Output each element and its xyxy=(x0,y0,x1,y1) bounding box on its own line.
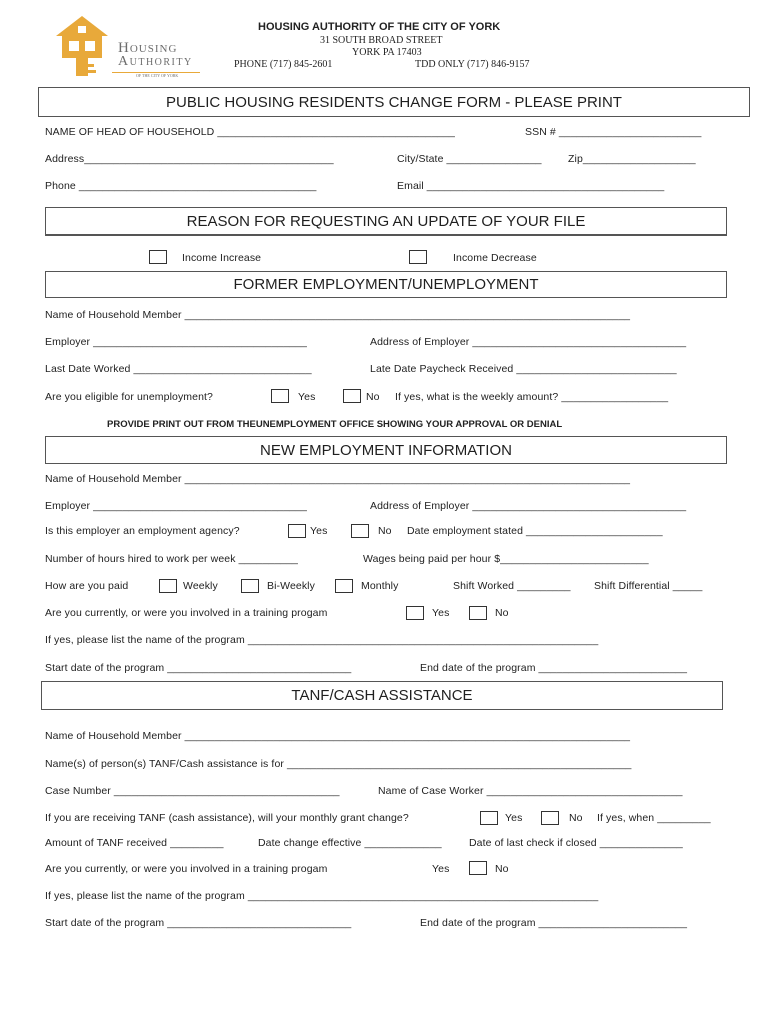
reason-section-box xyxy=(45,207,727,236)
grant-change-label: If you are receiving TANF (cash assistance), will your monthly grant change? xyxy=(45,812,409,824)
reason-title: REASON FOR REQUESTING AN UPDATE OF YOUR FILE xyxy=(186,213,586,230)
form-title: PUBLIC HOUSING RESIDENTS CHANGE FORM - PLEASE PRINT xyxy=(166,94,622,111)
last-paycheck-field[interactable]: Late Date Paycheck Received ___________________________ xyxy=(370,363,677,375)
former-employer-address-field[interactable]: Address of Employer ____________________________________ xyxy=(370,336,687,348)
ssn-field[interactable]: SSN # ________________________ xyxy=(525,126,702,138)
former-employment-title: FORMER EMPLOYMENT/UNEMPLOYMENT xyxy=(233,276,539,293)
training-yes-label: Yes xyxy=(432,607,450,619)
unemployment-no-label: No xyxy=(366,391,380,403)
last-check-field[interactable]: Date of last check if closed ______________ xyxy=(469,837,683,849)
hours-per-week-field[interactable]: Number of hours hired to work per week __________ xyxy=(45,553,298,565)
tanf-training-no-checkbox[interactable] xyxy=(469,861,487,875)
former-employer-field[interactable]: Employer ____________________________________ xyxy=(45,336,307,348)
housing-authority-logo xyxy=(50,14,205,82)
grant-yes-checkbox[interactable] xyxy=(480,811,498,825)
date-employment-stated-field[interactable]: Date employment stated _______________________ xyxy=(407,525,663,537)
org-phone: PHONE (717) 845-2601 xyxy=(234,59,333,70)
program-start-field[interactable]: Start date of the program _______________________________ xyxy=(45,662,352,674)
income-increase-checkbox[interactable] xyxy=(149,250,167,264)
org-name: HOUSING AUTHORITY OF THE CITY OF YORK xyxy=(258,21,501,33)
tanf-member-field[interactable]: Name of Household Member ___________________________________________________________________________ xyxy=(45,730,631,742)
case-number-field[interactable]: Case Number ______________________________________ xyxy=(45,785,340,797)
tanf-title: TANF/CASH ASSISTANCE xyxy=(291,687,473,704)
employment-agency-label: Is this employer an employment agency? xyxy=(45,525,240,537)
weekly-checkbox[interactable] xyxy=(159,579,177,593)
tanf-training-yes-label: Yes xyxy=(432,863,450,875)
training-no-checkbox[interactable] xyxy=(469,606,487,620)
city-state-field[interactable]: City/State ________________ xyxy=(397,153,542,165)
logo-line-2: Authority xyxy=(118,54,193,69)
former-employment-box xyxy=(45,271,727,298)
weekly-amount-field[interactable]: If yes, what is the weekly amount? __________________ xyxy=(395,391,669,403)
zip-field[interactable]: Zip___________________ xyxy=(568,153,696,165)
new-employment-box xyxy=(45,436,727,464)
tanf-amount-field[interactable]: Amount of TANF received _________ xyxy=(45,837,224,849)
tanf-program-start-field[interactable]: Start date of the program _______________________________ xyxy=(45,917,352,929)
unemployment-yes-label: Yes xyxy=(298,391,316,403)
wages-per-hour-field[interactable]: Wages being paid per hour $_________________________ xyxy=(363,553,649,565)
weekly-label: Weekly xyxy=(183,580,218,592)
shift-worked-field[interactable]: Shift Worked _________ xyxy=(453,580,571,592)
case-worker-field[interactable]: Name of Case Worker _________________________________ xyxy=(378,785,683,797)
date-change-effective-field[interactable]: Date change effective _____________ xyxy=(258,837,442,849)
biweekly-checkbox[interactable] xyxy=(241,579,259,593)
training-yes-checkbox[interactable] xyxy=(406,606,424,620)
tanf-training-label: Are you currently, or were you involved in a training progam xyxy=(45,863,328,875)
income-increase-label: Income Increase xyxy=(182,252,262,264)
house-key-icon xyxy=(50,14,120,82)
grant-when-field[interactable]: If yes, when _________ xyxy=(597,812,711,824)
org-street: 31 SOUTH BROAD STREET xyxy=(320,35,443,46)
tanf-box xyxy=(41,681,723,710)
logo-line-1: Housing xyxy=(118,40,178,56)
agency-yes-checkbox[interactable] xyxy=(288,524,306,538)
former-member-field[interactable]: Name of Household Member ___________________________________________________________________________ xyxy=(45,309,631,321)
grant-no-label: No xyxy=(569,812,583,824)
unemployment-eligible-label: Are you eligible for unemployment? xyxy=(45,391,213,403)
form-title-box xyxy=(38,87,750,117)
shift-differential-field[interactable]: Shift Differential _____ xyxy=(594,580,703,592)
program-name-field[interactable]: If yes, please list the name of the program ___________________________________________________________ xyxy=(45,634,599,646)
new-employer-address-field[interactable]: Address of Employer ____________________________________ xyxy=(370,500,687,512)
income-decrease-label: Income Decrease xyxy=(453,252,537,264)
unemployment-yes-checkbox[interactable] xyxy=(271,389,289,403)
tanf-persons-field[interactable]: Name(s) of person(s) TANF/Cash assistance is for __________________________________________________________ xyxy=(45,758,632,770)
org-city: YORK PA 17403 xyxy=(352,47,422,58)
monthly-label: Monthly xyxy=(361,580,399,592)
org-tdd: TDD ONLY (717) 846-9157 xyxy=(415,59,530,70)
logo-line-3: OF THE CITY OF YORK xyxy=(136,73,179,78)
email-field[interactable]: Email ________________________________________ xyxy=(397,180,665,192)
how-paid-label: How are you paid xyxy=(45,580,129,592)
training-no-label: No xyxy=(495,607,509,619)
agency-no-label: No xyxy=(378,525,392,537)
new-employment-title: NEW EMPLOYMENT INFORMATION xyxy=(260,442,512,459)
unemployment-no-checkbox[interactable] xyxy=(343,389,361,403)
address-field[interactable]: Address__________________________________________ xyxy=(45,153,334,165)
grant-yes-label: Yes xyxy=(505,812,523,824)
monthly-checkbox[interactable] xyxy=(335,579,353,593)
last-date-worked-field[interactable]: Last Date Worked ______________________________ xyxy=(45,363,312,375)
tanf-program-end-field[interactable]: End date of the program _________________________ xyxy=(420,917,688,929)
training-label: Are you currently, or were you involved in a training progam xyxy=(45,607,328,619)
tanf-training-no-label: No xyxy=(495,863,509,875)
biweekly-label: Bi-Weekly xyxy=(267,580,315,592)
grant-no-checkbox[interactable] xyxy=(541,811,559,825)
new-member-field[interactable]: Name of Household Member ___________________________________________________________________________ xyxy=(45,473,631,485)
head-of-household-field[interactable]: NAME OF HEAD OF HOUSEHOLD ________________________________________ xyxy=(45,126,455,138)
unemployment-note: PROVIDE PRINT OUT FROM THEUNEMPLOYMENT OFFICE SHOWING YOUR APPROVAL OR DENIAL xyxy=(107,419,563,430)
agency-no-checkbox[interactable] xyxy=(351,524,369,538)
income-decrease-checkbox[interactable] xyxy=(409,250,427,264)
phone-field[interactable]: Phone ________________________________________ xyxy=(45,180,317,192)
program-end-field[interactable]: End date of the program _________________________ xyxy=(420,662,688,674)
agency-yes-label: Yes xyxy=(310,525,328,537)
tanf-program-name-field[interactable]: If yes, please list the name of the program ___________________________________________________________ xyxy=(45,890,599,902)
new-employer-field[interactable]: Employer ____________________________________ xyxy=(45,500,307,512)
